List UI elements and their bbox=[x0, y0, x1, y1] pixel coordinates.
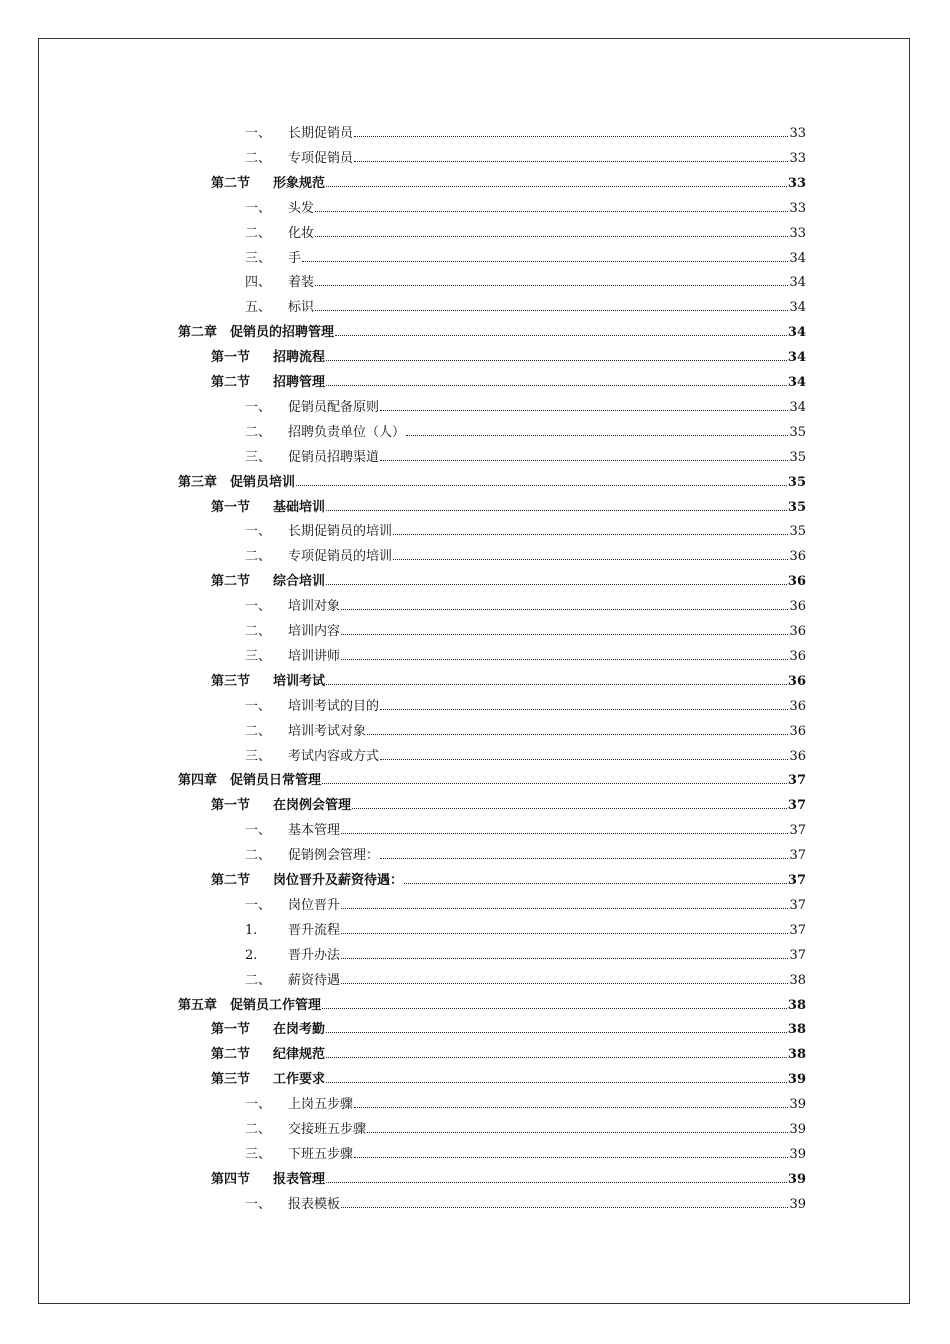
toc-dot-leader bbox=[326, 359, 787, 361]
toc-entry-page: 36 bbox=[789, 649, 806, 664]
toc-entry[interactable] bbox=[245, 946, 806, 966]
toc-entry-title: 晋升流程 bbox=[288, 923, 341, 938]
toc-entry-page: 36 bbox=[789, 549, 806, 564]
toc-entry-title: 促销员培训 bbox=[230, 475, 296, 490]
toc-entry-number: 三、 bbox=[245, 749, 272, 764]
toc-entry-page: 36 bbox=[789, 749, 806, 764]
toc-entry[interactable] bbox=[211, 498, 806, 518]
toc-entry[interactable] bbox=[245, 1120, 806, 1140]
toc-entry-page: 36 bbox=[787, 674, 806, 689]
toc-entry[interactable] bbox=[211, 572, 806, 592]
toc-entry[interactable] bbox=[245, 722, 806, 742]
toc-dot-leader bbox=[354, 1106, 788, 1108]
toc-entry-number: 二、 bbox=[245, 226, 272, 241]
toc-entry-page: 33 bbox=[789, 201, 806, 216]
toc-entry[interactable] bbox=[211, 871, 806, 891]
toc-entry-number: 第一节 bbox=[211, 1022, 251, 1037]
toc-entry-page: 33 bbox=[787, 176, 806, 191]
toc-dot-leader bbox=[380, 758, 788, 760]
toc-entry-number: 第二节 bbox=[211, 873, 251, 888]
toc-dot-leader bbox=[404, 882, 787, 884]
toc-entry-page: 37 bbox=[789, 948, 806, 963]
toc-entry-number: 第四节 bbox=[211, 1172, 251, 1187]
toc-entry[interactable] bbox=[245, 298, 806, 318]
toc-entry-title: 促销例会管理： bbox=[288, 848, 380, 863]
toc-entry-page: 36 bbox=[789, 699, 806, 714]
toc-entry-title: 交接班五步骤 bbox=[288, 1122, 367, 1137]
toc-entry-number: 三、 bbox=[245, 649, 272, 664]
toc-entry-number: 三、 bbox=[245, 1147, 272, 1162]
toc-entry[interactable] bbox=[245, 821, 806, 841]
toc-entry-page: 36 bbox=[789, 624, 806, 639]
toc-entry-page: 34 bbox=[787, 375, 806, 390]
toc-entry-number: 第一节 bbox=[211, 350, 251, 365]
toc-entry-page: 38 bbox=[787, 998, 806, 1013]
toc-entry[interactable] bbox=[245, 249, 806, 269]
toc-entry-number: 2. bbox=[245, 948, 258, 963]
toc-dot-leader bbox=[326, 185, 787, 187]
toc-dot-leader bbox=[326, 1031, 787, 1033]
toc-entry[interactable] bbox=[245, 149, 806, 169]
toc-entry-number: 一、 bbox=[245, 898, 272, 913]
toc-dot-leader bbox=[315, 210, 788, 212]
toc-entry[interactable] bbox=[245, 423, 806, 443]
toc-entry-page: 34 bbox=[789, 251, 806, 266]
toc-entry-title: 在岗例会管理 bbox=[273, 798, 352, 813]
toc-entry-number: 第二节 bbox=[211, 375, 251, 390]
toc-entry-page: 35 bbox=[787, 475, 806, 490]
toc-entry-title: 在岗考勤 bbox=[273, 1022, 326, 1037]
toc-entry[interactable] bbox=[245, 597, 806, 617]
toc-entry-title: 晋升办法 bbox=[288, 948, 341, 963]
toc-entry-number: 三、 bbox=[245, 251, 272, 266]
toc-entry[interactable] bbox=[178, 996, 806, 1016]
toc-entry-number: 一、 bbox=[245, 201, 272, 216]
toc-entry-page: 37 bbox=[789, 923, 806, 938]
toc-entry-title: 工作要求 bbox=[273, 1072, 326, 1087]
toc-entry-page: 39 bbox=[789, 1197, 806, 1212]
toc-entry-page: 37 bbox=[789, 898, 806, 913]
toc-entry-number: 第二节 bbox=[211, 574, 251, 589]
toc-dot-leader bbox=[380, 857, 788, 859]
toc-entry-number: 第三节 bbox=[211, 674, 251, 689]
toc-entry[interactable] bbox=[245, 448, 806, 468]
toc-dot-leader bbox=[315, 284, 788, 286]
toc-entry-title: 培训讲师 bbox=[288, 649, 341, 664]
toc-entry-number: 第一节 bbox=[211, 500, 251, 515]
toc-entry-number: 二、 bbox=[245, 151, 272, 166]
toc-entry-page: 33 bbox=[789, 151, 806, 166]
toc-entry-title: 基础培训 bbox=[273, 500, 326, 515]
toc-entry[interactable] bbox=[245, 971, 806, 991]
toc-dot-leader bbox=[341, 1206, 788, 1208]
toc-entry-page: 39 bbox=[787, 1072, 806, 1087]
toc-dot-leader bbox=[354, 160, 788, 162]
toc-entry-page: 35 bbox=[789, 450, 806, 465]
toc-entry[interactable] bbox=[245, 921, 806, 941]
toc-dot-leader bbox=[296, 484, 787, 486]
toc-entry-number: 第五章 bbox=[178, 998, 218, 1013]
toc-dot-leader bbox=[341, 932, 788, 934]
toc-entry-number: 二、 bbox=[245, 1122, 272, 1137]
toc-entry-page: 35 bbox=[789, 425, 806, 440]
toc-entry-title: 形象规范 bbox=[273, 176, 326, 191]
toc-entry-title: 专项促销员 bbox=[288, 151, 354, 166]
toc-entry-title: 化妆 bbox=[288, 226, 315, 241]
toc-entry-number: 四、 bbox=[245, 275, 272, 290]
toc-entry-title: 岗位晋升及薪资待遇： bbox=[273, 873, 404, 888]
toc-entry-page: 38 bbox=[787, 1022, 806, 1037]
toc-entry[interactable] bbox=[211, 1045, 806, 1065]
toc-dot-leader bbox=[341, 907, 788, 909]
toc-entry-page: 34 bbox=[789, 275, 806, 290]
toc-dot-leader bbox=[380, 409, 788, 411]
toc-entry-page: 39 bbox=[789, 1147, 806, 1162]
toc-entry-title: 薪资待遇 bbox=[288, 973, 341, 988]
toc-entry-title: 培训考试 bbox=[273, 674, 326, 689]
toc-entry-page: 34 bbox=[787, 350, 806, 365]
toc-entry-page: 34 bbox=[789, 300, 806, 315]
toc-entry-page: 39 bbox=[789, 1122, 806, 1137]
toc-dot-leader bbox=[326, 1081, 787, 1083]
toc-entry-title: 招聘负责单位（人） bbox=[288, 425, 406, 440]
toc-entry-number: 一、 bbox=[245, 1097, 272, 1112]
toc-entry-title: 上岗五步骤 bbox=[288, 1097, 354, 1112]
toc-entry[interactable] bbox=[211, 1170, 806, 1190]
toc-entry-title: 综合培训 bbox=[273, 574, 326, 589]
toc-entry-title: 头发 bbox=[288, 201, 315, 216]
toc-dot-leader bbox=[341, 982, 788, 984]
toc-entry-page: 33 bbox=[789, 126, 806, 141]
toc-entry-page: 38 bbox=[787, 1047, 806, 1062]
toc-entry[interactable] bbox=[245, 846, 806, 866]
toc-entry-number: 第四章 bbox=[178, 773, 218, 788]
toc-entry-title: 报表模板 bbox=[288, 1197, 341, 1212]
toc-entry-number: 一、 bbox=[245, 400, 272, 415]
toc-entry-page: 34 bbox=[787, 325, 806, 340]
toc-entry-page: 36 bbox=[787, 574, 806, 589]
toc-entry-number: 第二章 bbox=[178, 325, 218, 340]
toc-entry[interactable] bbox=[245, 697, 806, 717]
toc-entry-page: 38 bbox=[789, 973, 806, 988]
toc-entry-title: 促销员日常管理 bbox=[230, 773, 322, 788]
toc-dot-leader bbox=[367, 1131, 788, 1133]
toc-dot-leader bbox=[367, 733, 788, 735]
toc-entry-title: 考试内容或方式 bbox=[288, 749, 380, 764]
toc-entry[interactable] bbox=[245, 398, 806, 418]
toc-dot-leader bbox=[380, 708, 788, 710]
toc-dot-leader bbox=[326, 509, 787, 511]
toc-entry-page: 34 bbox=[789, 400, 806, 415]
toc-entry-title: 专项促销员的培训 bbox=[288, 549, 393, 564]
toc-dot-leader bbox=[302, 260, 788, 262]
toc-dot-leader bbox=[393, 558, 788, 560]
toc-entry-title: 手 bbox=[288, 251, 302, 266]
toc-entry-number: 三、 bbox=[245, 450, 272, 465]
toc-entry-number: 一、 bbox=[245, 823, 272, 838]
toc-dot-leader bbox=[341, 957, 788, 959]
toc-entry[interactable] bbox=[245, 1095, 806, 1115]
toc-entry-title: 促销员工作管理 bbox=[230, 998, 322, 1013]
toc-dot-leader bbox=[393, 533, 788, 535]
toc-entry-number: 第三章 bbox=[178, 475, 218, 490]
toc-entry-page: 35 bbox=[789, 524, 806, 539]
toc-entry-number: 一、 bbox=[245, 1197, 272, 1212]
toc-entry-number: 一、 bbox=[245, 699, 272, 714]
toc-entry[interactable] bbox=[245, 747, 806, 767]
toc-dot-leader bbox=[326, 683, 787, 685]
toc-dot-leader bbox=[326, 1056, 787, 1058]
toc-entry-title: 培训考试对象 bbox=[288, 724, 367, 739]
toc-dot-leader bbox=[315, 235, 788, 237]
toc-dot-leader bbox=[341, 832, 788, 834]
toc-entry-title: 培训考试的目的 bbox=[288, 699, 380, 714]
toc-entry[interactable] bbox=[211, 1020, 806, 1040]
toc-entry-number: 第三节 bbox=[211, 1072, 251, 1087]
toc-dot-leader bbox=[380, 459, 788, 461]
toc-entry-title: 促销员招聘渠道 bbox=[288, 450, 380, 465]
toc-dot-leader bbox=[341, 658, 788, 660]
toc-dot-leader bbox=[326, 583, 787, 585]
toc-entry-number: 一、 bbox=[245, 524, 272, 539]
toc-entry-number: 一、 bbox=[245, 126, 272, 141]
toc-entry[interactable] bbox=[245, 273, 806, 293]
toc-entry-number: 二、 bbox=[245, 848, 272, 863]
toc-dot-leader bbox=[315, 309, 788, 311]
toc-entry[interactable] bbox=[245, 896, 806, 916]
toc-entry-number: 二、 bbox=[245, 624, 272, 639]
toc-entry-page: 37 bbox=[787, 798, 806, 813]
toc-entry-title: 促销员的招聘管理 bbox=[230, 325, 335, 340]
toc-entry-number: 二、 bbox=[245, 724, 272, 739]
toc-entry-page: 33 bbox=[789, 226, 806, 241]
toc-entry-title: 招聘管理 bbox=[273, 375, 326, 390]
toc-entry[interactable] bbox=[245, 647, 806, 667]
toc-entry-number: 第一节 bbox=[211, 798, 251, 813]
toc-dot-leader bbox=[326, 384, 787, 386]
toc-entry[interactable] bbox=[178, 473, 806, 493]
toc-entry-title: 长期促销员的培训 bbox=[288, 524, 393, 539]
toc-entry-title: 标识 bbox=[288, 300, 315, 315]
toc-entry-number: 第二节 bbox=[211, 1047, 251, 1062]
toc-entry[interactable] bbox=[211, 672, 806, 692]
toc-entry-page: 36 bbox=[789, 724, 806, 739]
toc-entry-number: 二、 bbox=[245, 549, 272, 564]
toc-entry[interactable] bbox=[245, 622, 806, 642]
toc-entry-title: 着装 bbox=[288, 275, 315, 290]
toc-entry-page: 36 bbox=[789, 599, 806, 614]
toc-dot-leader bbox=[354, 135, 788, 137]
toc-dot-leader bbox=[326, 1181, 787, 1183]
toc-dot-leader bbox=[335, 334, 787, 336]
toc-entry-title: 长期促销员 bbox=[288, 126, 354, 141]
toc-entry-number: 五、 bbox=[245, 300, 272, 315]
toc-entry-page: 39 bbox=[787, 1172, 806, 1187]
toc-entry[interactable] bbox=[245, 224, 806, 244]
toc-entry[interactable] bbox=[245, 199, 806, 219]
toc-dot-leader bbox=[341, 633, 788, 635]
toc-entry-title: 基本管理 bbox=[288, 823, 341, 838]
toc-entry[interactable] bbox=[178, 771, 806, 791]
toc-entry[interactable] bbox=[211, 373, 806, 393]
toc-entry-title: 培训对象 bbox=[288, 599, 341, 614]
toc-entry-page: 37 bbox=[787, 773, 806, 788]
toc-entry[interactable] bbox=[245, 124, 806, 144]
toc-entry[interactable] bbox=[245, 1145, 806, 1165]
toc-entry-page: 37 bbox=[789, 848, 806, 863]
toc-entry[interactable] bbox=[211, 174, 806, 194]
toc-entry-title: 报表管理 bbox=[273, 1172, 326, 1187]
toc-entry-page: 37 bbox=[787, 873, 806, 888]
toc-dot-leader bbox=[341, 608, 788, 610]
toc-entry-number: 一、 bbox=[245, 599, 272, 614]
toc-entry-title: 下班五步骤 bbox=[288, 1147, 354, 1162]
toc-dot-leader bbox=[322, 1007, 787, 1009]
toc-entry-page: 39 bbox=[789, 1097, 806, 1112]
toc-dot-leader bbox=[406, 434, 788, 436]
toc-entry[interactable] bbox=[245, 547, 806, 567]
toc-entry-title: 岗位晋升 bbox=[288, 898, 341, 913]
toc-entry[interactable] bbox=[211, 348, 806, 368]
toc-entry-title: 促销员配备原则 bbox=[288, 400, 380, 415]
toc-dot-leader bbox=[352, 807, 787, 809]
toc-entry-number: 第二节 bbox=[211, 176, 251, 191]
toc-entry[interactable] bbox=[245, 522, 806, 542]
toc-entry-page: 35 bbox=[787, 500, 806, 515]
toc-entry-number: 二、 bbox=[245, 973, 272, 988]
toc-entry-title: 招聘流程 bbox=[273, 350, 326, 365]
toc-entry-number: 二、 bbox=[245, 425, 272, 440]
toc-entry[interactable] bbox=[211, 796, 806, 816]
toc-entry[interactable] bbox=[178, 323, 806, 343]
toc-dot-leader bbox=[354, 1156, 788, 1158]
toc-entry-title: 培训内容 bbox=[288, 624, 341, 639]
toc-dot-leader bbox=[322, 782, 787, 784]
toc-entry-title: 纪律规范 bbox=[273, 1047, 326, 1062]
toc-entry[interactable] bbox=[211, 1070, 806, 1090]
toc-entry-number: 1. bbox=[245, 923, 258, 938]
toc-entry[interactable] bbox=[245, 1195, 806, 1215]
toc-entry-page: 37 bbox=[789, 823, 806, 838]
